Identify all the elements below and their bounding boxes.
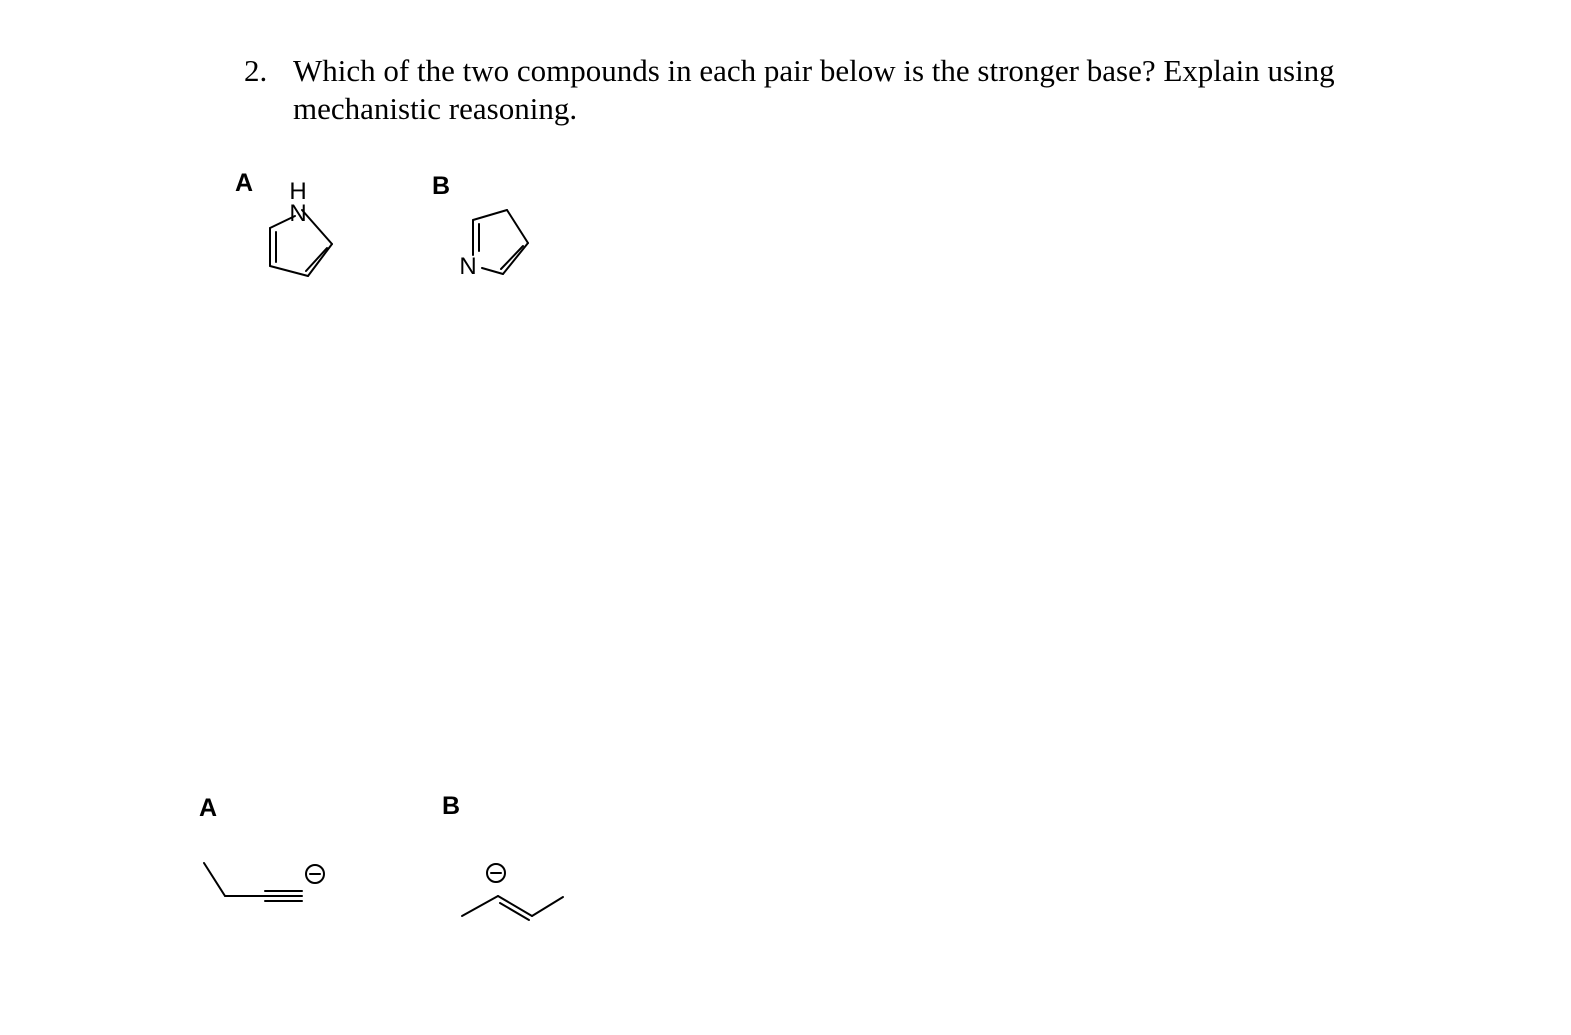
pair2-compound-b-structure [455, 855, 575, 925]
pair2-label-a: A [199, 794, 218, 822]
pair2-label-b: B [442, 792, 461, 820]
pair2-compound-a-structure [195, 852, 345, 922]
pair1-compound-b-structure [445, 195, 545, 290]
pair1-label-a: A [235, 169, 254, 197]
pair1-a-nitrogen: N [289, 200, 307, 227]
question [244, 52, 1424, 128]
pair2-b-charge: − [455, 855, 456, 856]
pair1-compound-a-structure [250, 172, 350, 287]
question-number: 2. [244, 53, 268, 88]
pair1-b-nitrogen: N [459, 253, 477, 280]
pair1-a-hydrogen: H [289, 178, 307, 205]
question-text: Which of the two compounds in each pair below is the stronger base? Explain using mechanistic reasoning. [293, 53, 1335, 126]
pair2-a-charge: − [195, 852, 196, 853]
pair1-label-b: B [432, 172, 451, 200]
